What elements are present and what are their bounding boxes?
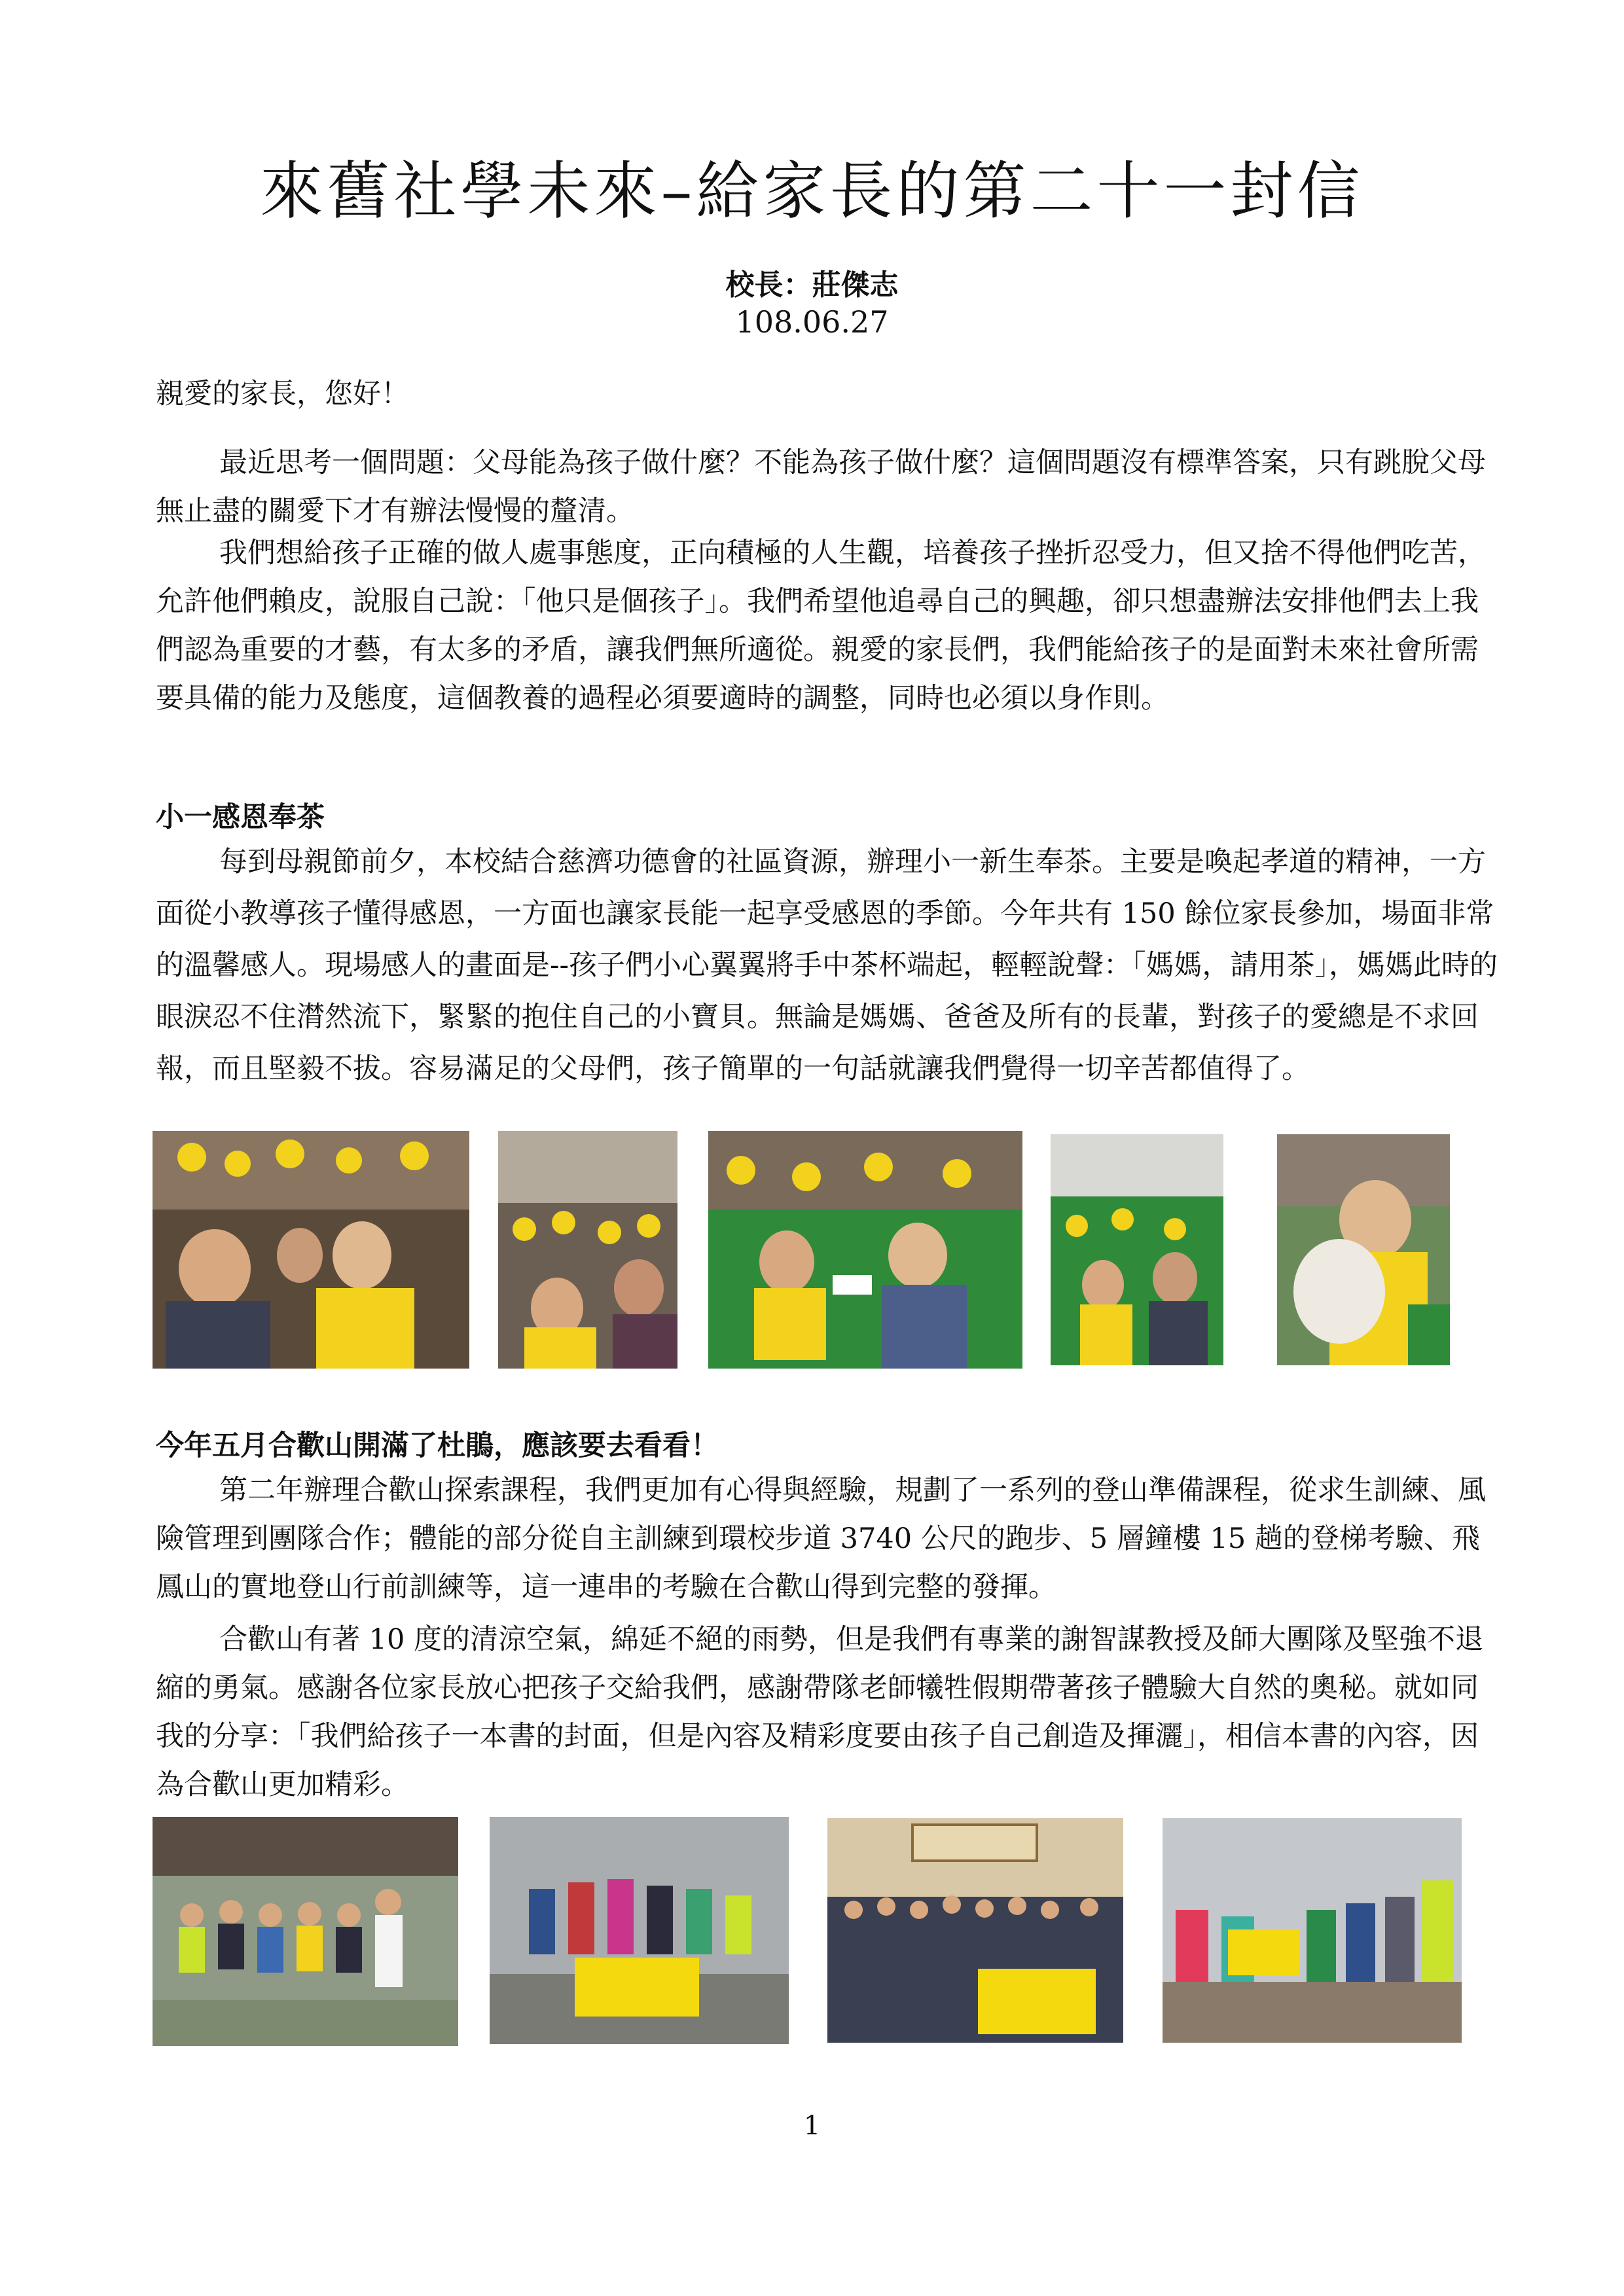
intro-paragraph-1: 最近思考一個問題：父母能為孩子做什麼？不能為孩子做什麼？這個問題沒有標準答案，只有跳脫父母無止盡的關愛下才有辦法慢慢的釐清。 (156, 446, 1486, 528)
hehuan-photo-4 (1163, 1818, 1462, 2043)
author-line: 校長：莊傑志 (725, 268, 899, 302)
section-heading-tea: 小一感恩奉茶 (156, 801, 325, 834)
section-paragraph-tea: 每到母親節前夕，本校結合慈濟功德會的社區資源，辦理小一新生奉茶。主要是喚起孝道的精神，一方面從小教導孩子懂得感恩，一方面也讓家長能一起享受感恩的季節。今年共有 150 餘位家長參加，場面非常的溫馨感人。現場感人的畫面是--孩子們小心翼翼將手中茶杯端起，輕輕說聲：「媽媽，請用茶」，媽媽此時的眼淚忍不住潸然流下，緊緊的抱住自己的小寶貝。無論是媽媽、爸爸及所有的長輩，對孩子的愛總是不求回報，而且堅毅不拔。容易滿足的父母們，孩子簡單的一句話就讓我們覺得一切辛苦都值得了。 (156, 846, 1498, 1085)
tea-photo-3 (708, 1131, 1022, 1369)
section-paragraph-hehuan-2: 合歡山有著 10 度的清涼空氣，綿延不絕的雨勢，但是我們有專業的謝智謀教授及師大團隊及堅強不退縮的勇氣。感謝各位家長放心把孩子交給我們，感謝帶隊老師犧牲假期帶著孩子體驗大自然的奧秘。就如同我的分享：「我們給孩子一本書的封面，但是內容及精彩度要由孩子自己創造及揮灑」，相信本書的內容，因為合歡山更加精彩。 (156, 1623, 1484, 1801)
page-number: 1 (803, 2111, 821, 2141)
tea-photo-2 (498, 1131, 677, 1369)
tea-photo-4 (1051, 1134, 1223, 1365)
hehuan-photo-1 (153, 1817, 458, 2046)
section-heading-hehuan: 今年五月合歡山開滿了杜鵑，應該要去看看！ (156, 1429, 719, 1462)
date-line: 108.06.27 (735, 304, 889, 340)
section-paragraph-hehuan-1: 第二年辦理合歡山探索課程，我們更加有心得與經驗，規劃了一系列的登山準備課程，從求生訓練、風險管理到團隊合作；體能的部分從自主訓練到環校步道 3740 公尺的跑步、5 層鐘樓 15 趟的登梯考驗、飛鳳山的實地登山行前訓練等，這一連串的考驗在合歡山得到完整的發揮。 (156, 1474, 1486, 1604)
salutation: 親愛的家長，您好！ (156, 378, 409, 410)
intro-paragraph-2: 我們想給孩子正確的做人處事態度，正向積極的人生觀，培養孩子挫折忍受力，但又捨不得他們吃苦，允許他們賴皮，說服自己說：「他只是個孩子」。我們希望他追尋自己的興趣，卻只想盡辦法安排他們去上我們認為重要的才藝，有太多的矛盾，讓我們無所適從。親愛的家長們，我們能給孩子的是面對未來社會所需要具備的能力及態度，這個教養的過程必須要適時的調整，同時也必須以身作則。 (156, 537, 1486, 715)
tea-photo-1 (153, 1131, 469, 1369)
tea-photo-5 (1277, 1134, 1450, 1365)
page-title: 來舊社學未來–給家長的第二十一封信 (260, 154, 1364, 228)
hehuan-photo-2 (490, 1817, 789, 2044)
hehuan-photo-3 (827, 1818, 1123, 2043)
